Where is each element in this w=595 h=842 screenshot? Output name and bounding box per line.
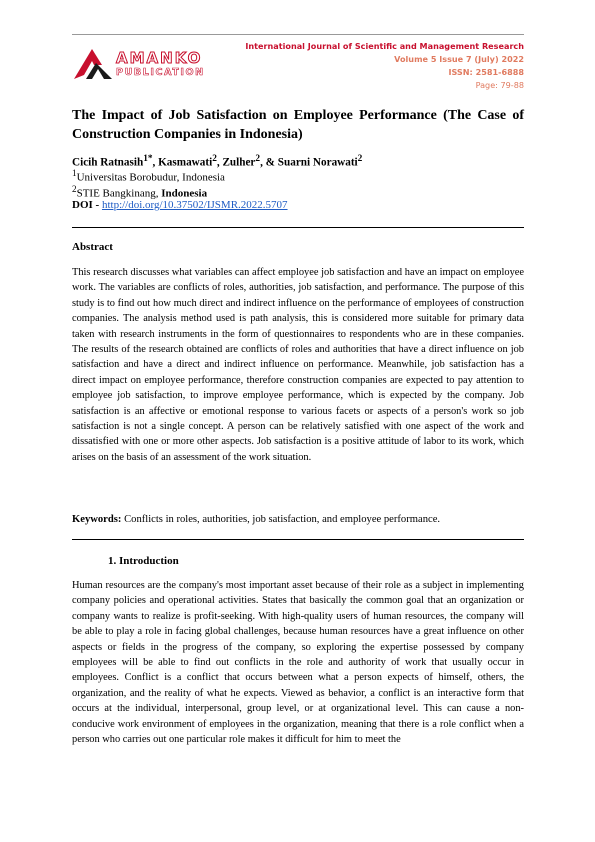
author-separator: ,: [216, 156, 223, 169]
keywords-label: Keywords:: [72, 514, 122, 525]
abstract-text: This research discusses what variables can affect employee job satisfaction and have an impact on employee work. The variables are conflicts of roles, authorities, job satisfaction, and performance. The purpose of this study is to find out how much direct and indirect influence on the performance of employees of construction companies. The analysis method used is path analysis, this is considered more suitable for primary data taken with research instruments in the form of questionnaires to respondents who are in these companies. The results of the research obtained are conflicts of roles and authorities that have a direct influence on job satisfaction and have a direct and indirect influence on performance. Meanwhile, job satisfaction has a direct impact on employee performance, therefore construction companies are expected to pay attention to employee job satisfaction, to improve employee performance, which is expected by the company. Job satisfaction is an affective or emotional response to various facets or aspects of a person's work so job satisfaction is not a single concept. A person can be relatively satisfied with one aspect of the work and dissatisfied with one or more other aspects. Job satisfaction is a positive attitude of labor to its work, which arises on the basis of an assessment of the work situation.: [72, 267, 524, 463]
affiliation-mark: 2: [72, 184, 77, 194]
abstract-top-rule: [72, 227, 524, 228]
doi-line: [72, 198, 288, 213]
journal-volume: Volume 5 Issue 7 (July) 2022: [394, 54, 524, 64]
author-affiliation-mark: 1*: [143, 154, 153, 164]
publisher-logo-sub: PUBLICATION: [116, 67, 205, 78]
keywords-line: [72, 512, 524, 527]
author-separator: ,: [152, 156, 159, 169]
author-affiliation-mark: 2: [255, 154, 261, 164]
journal-pages: Page: 79-88: [475, 80, 524, 90]
author-name: Suarni Norawati: [277, 156, 358, 169]
affiliation-text: STIE Bangkinang,: [76, 187, 162, 200]
affiliation-text: Universitas Borobudur, Indonesia: [76, 171, 225, 184]
author-name: Zulher: [222, 156, 256, 169]
publisher-logo: [72, 47, 227, 81]
publisher-logo-name: AMANKO: [116, 49, 203, 67]
author-affiliation-mark: 2: [212, 154, 217, 164]
journal-info: [245, 40, 524, 92]
keywords-text: Conflicts in roles, authorities, job satisfaction, and employee performance.: [121, 514, 441, 525]
author-affiliation-mark: 2: [357, 154, 363, 164]
author-name: Kasmawati: [158, 156, 213, 169]
author-name: Cicih Ratnasih: [72, 156, 144, 169]
doi-label: DOI -: [72, 199, 102, 211]
journal-issn: ISSN: 2581-6888: [448, 67, 524, 77]
doi-link[interactable]: http://doi.org/10.37502/IJSMR.2022.5707: [101, 199, 288, 211]
affiliation-mark: 1: [72, 168, 77, 178]
abstract-bottom-rule: [72, 539, 524, 540]
author-separator: , &: [260, 156, 278, 169]
introduction-heading: 1. Introduction: [108, 555, 179, 567]
journal-name: International Journal of Scientific and Management Research: [245, 41, 524, 51]
introduction-text: Human resources are the company's most important asset because of their role as a subject in implementing company policies and operational activities. States that basically the common goal that an organization or company wants to realize is profit-seeking. With high-quality users of human resources, the company will be able to play a role in facing global challenges, because human resources have a great influence on other aspects or fields in the progress of the company, so exploring the expertise possessed by company employees will be able to find out conflicts in the role and authority of work that usually occur in employees. Conflict is a conflict that occurs between what a person expects of himself, others, the organization, and the reality of what he expects. Viewed as behavior, a conflict is an interactive form that occurs at the individual, interpersonal, group level, or at organizational level. This can cause a non-conducive work environment of employees in the organization, meaning that there is a role conflict when a person who carries out one particular role makes it difficult for him to meet the: [72, 580, 524, 746]
affiliation-country: Indonesia: [161, 187, 208, 200]
abstract-heading: Abstract: [72, 241, 113, 253]
publisher-logo-mark-icon: [72, 47, 116, 81]
paper-title: The Impact of Job Satisfaction on Employee Performance (The Case of Construction Companies in Indonesia): [72, 108, 524, 142]
header-rule: [72, 34, 524, 35]
